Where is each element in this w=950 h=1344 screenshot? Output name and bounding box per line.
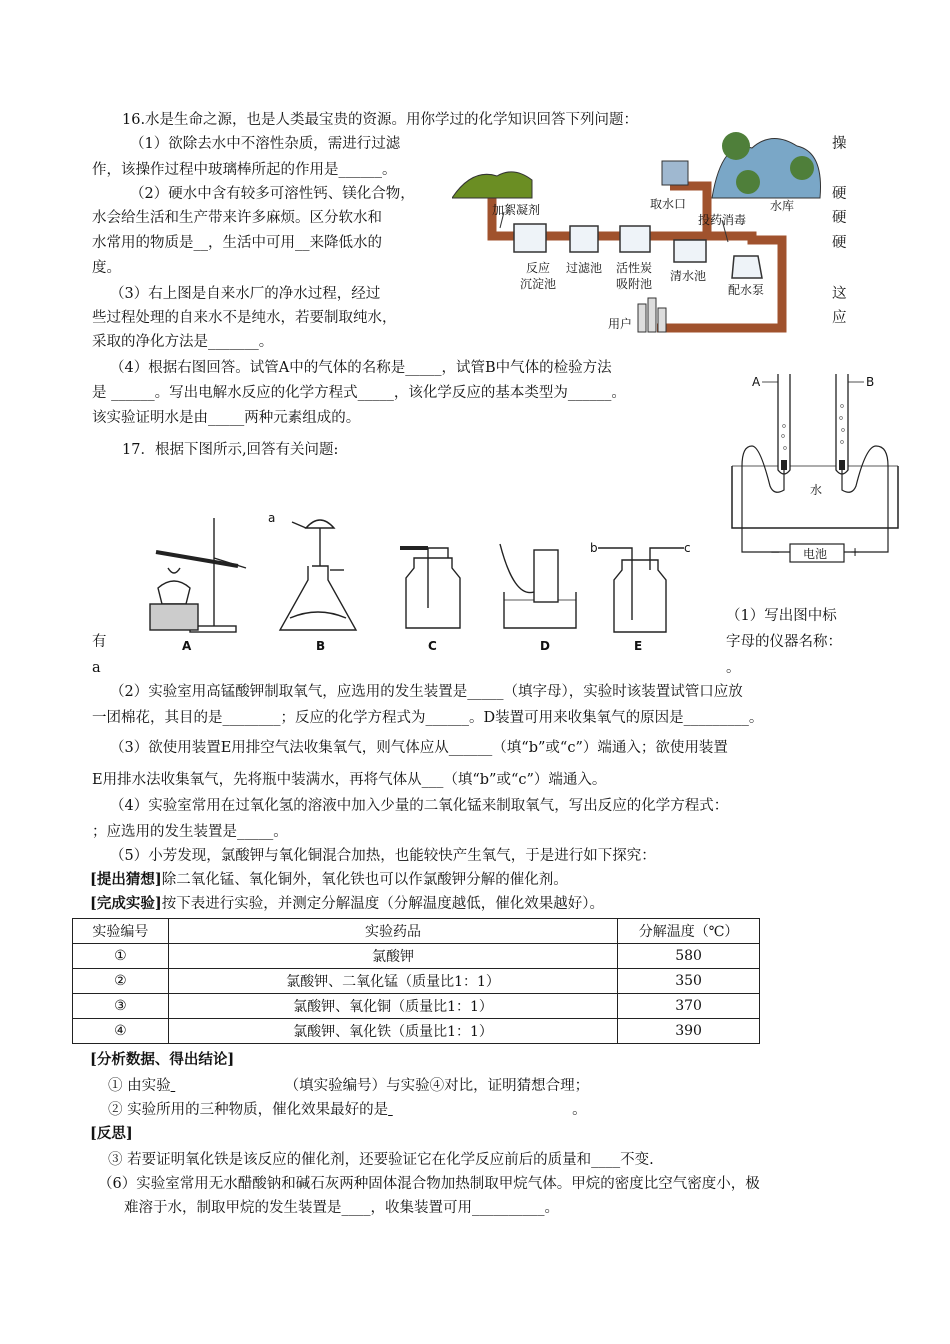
conclusion-2-blank[interactable] — [388, 1100, 572, 1120]
q16-p1-right: 操 — [832, 136, 847, 152]
conclusion-1-post: （填实验编号）与实验④对比，证明猜想合理； — [284, 1078, 590, 1094]
reflect-tag: [反思] — [90, 1125, 133, 1142]
table-row — [73, 1019, 760, 1044]
table-header: 分解温度（℃） — [618, 919, 760, 944]
q17-p1-right1: （1）写出图中标 — [726, 608, 837, 624]
table-row — [73, 969, 760, 994]
label-pump: 配水泵 — [728, 283, 765, 297]
q16-p1-line1: （1）欲除去水中不溶性杂质，需进行过滤 — [130, 136, 401, 152]
pump-house — [732, 256, 762, 278]
q16-p2-right2: 硬 — [832, 210, 847, 226]
mark-a: a — [268, 511, 276, 525]
apparatus-e — [598, 548, 684, 632]
conclusion-2-post: 。 — [572, 1102, 587, 1118]
q17-p4-line1: （4）实验室常用在过氧化氢的溶液中加入少量的二氧化锰来制取氧气，写出反应的化学方程式： — [110, 798, 729, 814]
label-e: E — [634, 639, 643, 653]
q16-intro: 16.水是生命之源，也是人类最宝贵的资源。用你学过的化学知识回答下列问题： — [122, 112, 639, 128]
guess-text: 除二氧化锰、氧化铜外，氧化铁也可以作氯酸钾分解的催化剂。 — [161, 872, 568, 888]
tank-carbon — [620, 226, 650, 252]
apparatus-b — [280, 520, 356, 630]
q17-p6-line2: 难溶于水，制取甲烷的发生装置是____，收集装置可用__________。 — [124, 1200, 559, 1216]
label-tube-a: A — [752, 375, 761, 389]
label-plus: + — [850, 545, 861, 559]
q17-p2-line2: 一团棉花，其目的是________；反应的化学方程式为______。D装置可用来收集氧气的原因是_________。 — [92, 710, 764, 726]
experiment-line — [90, 894, 604, 914]
q16-p3-line1: （3）右上图是自来水厂的净水过程，经过 — [110, 286, 381, 302]
q17-p2-line1: （2）实验室用高锰酸钾制取氧气，应选用的发生装置是_____（填字母），实验时该装置试管口应放 — [110, 684, 743, 700]
label-flocculant: 加絮凝剂 — [492, 203, 541, 217]
q17-p1-right2: 字母的仪器名称： — [726, 634, 842, 650]
experiment-tag: [完成实验] — [90, 895, 162, 912]
table-cell: 氯酸钾、氧化铜（质量比1：1） — [168, 994, 617, 1019]
label-minus: − — [770, 545, 781, 559]
q16-p3-line2: 些过程处理的自来水不是纯水，若要制取纯水， — [92, 310, 397, 326]
q17-p3-line1: （3）欲使用装置E用排空气法收集氧气，则气体应从______（填“b”或“c”）端通入；欲使用装置 — [110, 740, 728, 756]
intake-box — [662, 161, 688, 185]
label-filter: 过滤池 — [566, 261, 603, 275]
tank-clear — [674, 240, 706, 262]
tank-reaction — [514, 224, 546, 252]
q17-p5: （5）小芳发现，氯酸钾与氧化铜混合加热，也能较快产生氧气，于是进行如下探究： — [110, 848, 656, 864]
label-user: 用户 — [608, 317, 633, 331]
q16-p4-line2: 是 ______。写出电解水反应的化学方程式_____，该化学反应的基本类型为______。 — [92, 385, 626, 401]
conclusion-2-pre: ② 实验所用的三种物质，催化效果最好的是 — [108, 1102, 389, 1118]
q16-p1-line2: 作，该操作过程中玻璃棒所起的作用是______。 — [92, 162, 397, 178]
label-d: D — [540, 639, 550, 653]
hill-left — [452, 172, 532, 198]
label-c: C — [428, 639, 437, 653]
table-cell: ② — [73, 969, 169, 994]
table-cell: 350 — [618, 969, 760, 994]
apparatus-a — [150, 518, 246, 632]
q16-p2-right3: 硬 — [832, 235, 847, 251]
reflect-3: ③ 若要证明氧化铁是该反应的催化剂，还要验证它在化学反应前后的质量和____不变. — [108, 1152, 654, 1168]
apparatus-d — [500, 544, 576, 628]
table-cell: 氯酸钾、二氧化锰（质量比1：1） — [168, 969, 617, 994]
table-row — [73, 994, 760, 1019]
q16-p4-line3: 该实验证明水是由_____两种元素组成的。 — [92, 410, 361, 426]
table-cell: 氯酸钾、氧化铁（质量比1：1） — [168, 1019, 617, 1044]
table-row — [73, 944, 760, 969]
table-cell: ④ — [73, 1019, 169, 1044]
q16-p4-line1: （4）根据右图回答。试管A中的气体的名称是_____，试管B中气体的检验方法 — [110, 360, 612, 376]
label-carbon1: 活性炭 — [616, 261, 653, 275]
tank-filter — [570, 226, 598, 252]
table-cell: 氯酸钾 — [168, 944, 617, 969]
q16-p2-line4: 度。 — [92, 260, 121, 276]
conclusion-1-pre: ① 由实验 — [108, 1078, 171, 1094]
q17-intro: 17．根据下图所示,回答有关问题: — [122, 442, 339, 458]
q17-p1-left1: 有 — [92, 634, 107, 650]
q16-p2-line1: （2）硬水中含有较多可溶性钙、镁化合物， — [130, 186, 415, 202]
label-carbon2: 吸附池 — [616, 277, 653, 291]
table-cell: ① — [73, 944, 169, 969]
conclusion-1-blank[interactable] — [171, 1076, 285, 1096]
table-cell: 390 — [618, 1019, 760, 1044]
q17-p3-line2: E用排水法收集氧气，先将瓶中装满水，再将气体从___（填“b”或“c”）端通入。 — [92, 772, 607, 788]
q16-p2-line2: 水会给生活和生产带来许多麻烦。区分软水和 — [92, 210, 382, 226]
guess-line — [90, 870, 568, 890]
label-reservoir: 水库 — [770, 199, 795, 213]
label-disinfect: 投药消毒 — [698, 213, 747, 227]
experiment-table — [72, 918, 760, 1044]
q17-p1-right3: 。 — [726, 660, 741, 676]
q16-p3-line3: 采取的净化方法是_______。 — [92, 334, 274, 350]
apparatus-diagram — [130, 508, 710, 656]
table-cell: 370 — [618, 994, 760, 1019]
label-battery: 电池 — [803, 547, 828, 561]
q16-p3-right1: 这 — [832, 286, 847, 302]
mark-c: c — [684, 541, 691, 555]
guess-tag: [提出猜想] — [90, 871, 162, 888]
q17-p4-line2: ；应选用的发生装置是_____。 — [92, 824, 288, 840]
q16-p3-right2: 应 — [832, 310, 847, 326]
label-a: A — [182, 639, 192, 653]
mark-b: b — [590, 541, 598, 555]
label-water: 水 — [810, 483, 823, 497]
label-clear: 清水池 — [670, 269, 707, 283]
apparatus-c — [400, 548, 460, 628]
experiment-text: 按下表进行实验，并测定分解温度（分解温度越低，催化效果越好）。 — [161, 896, 604, 912]
label-reaction: 反应 — [526, 261, 551, 275]
electrolysis-diagram — [730, 366, 900, 566]
table-header-row — [73, 919, 760, 944]
table-cell: ③ — [73, 994, 169, 1019]
q17-p6-line1: （6）实验室常用无水醋酸钠和碱石灰两种固体混合物加热制取甲烷气体。甲烷的密度比空气密度小，极 — [98, 1176, 760, 1192]
table-cell: 580 — [618, 944, 760, 969]
label-intake: 取水口 — [650, 197, 687, 211]
table-header: 实验编号 — [73, 919, 169, 944]
water-plant-diagram — [452, 128, 824, 350]
q16-p2-right1: 硬 — [832, 186, 847, 202]
conclusion-2 — [108, 1100, 587, 1120]
q16-p2-line3: 水常用的物质是__，生活中可用__来降低水的 — [92, 235, 382, 251]
label-tube-b: B — [866, 375, 875, 389]
label-sedimentation: 沉淀池 — [520, 277, 557, 291]
q17-p1-left2: a — [92, 660, 101, 676]
analysis-tag: [分析数据、得出结论] — [90, 1051, 235, 1068]
conclusion-1 — [108, 1076, 589, 1096]
label-b: B — [316, 639, 326, 653]
table-header: 实验药品 — [168, 919, 617, 944]
